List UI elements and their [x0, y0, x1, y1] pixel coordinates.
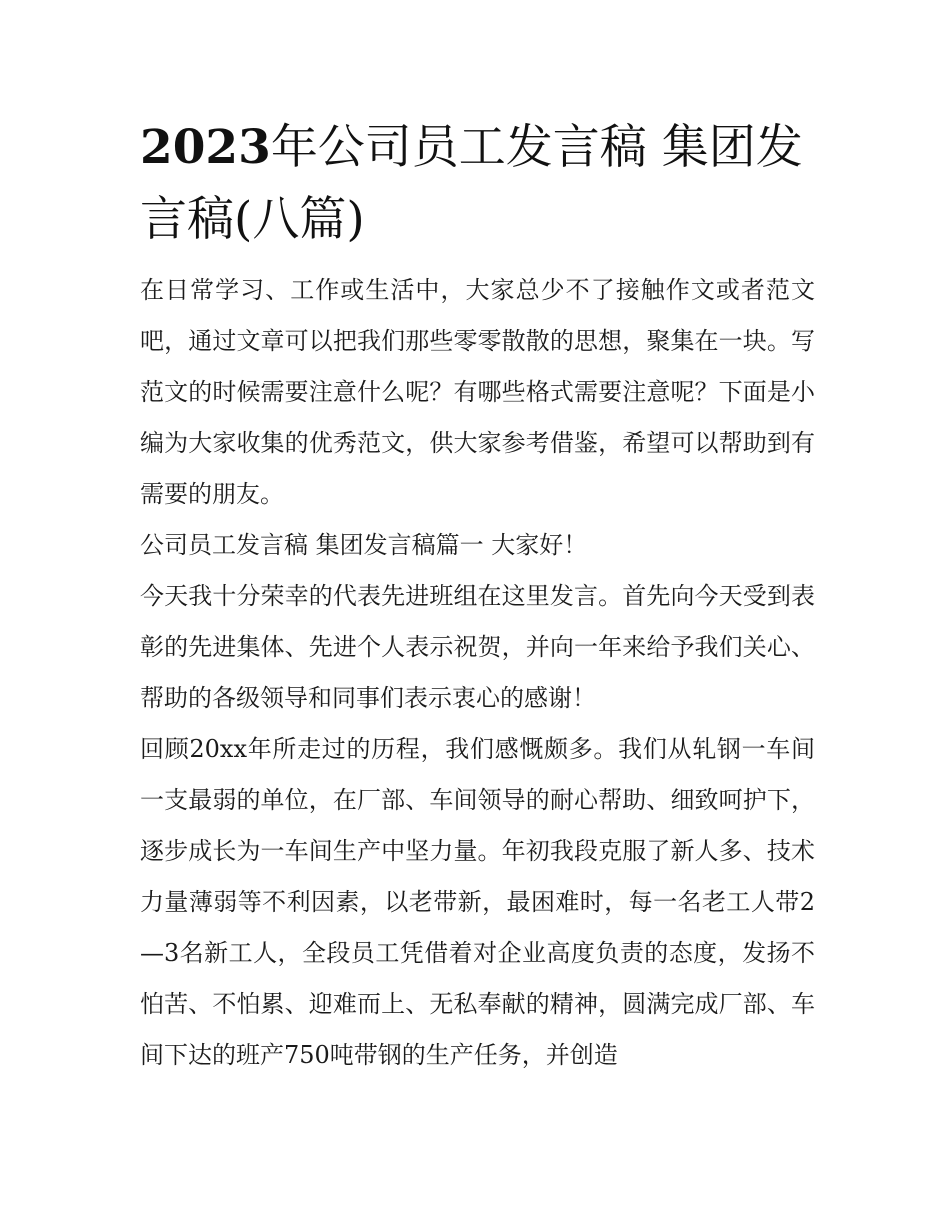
thanks-paragraph: 今天我十分荣幸的代表先进班组在这里发言。首先向今天受到表彰的先进集体、先进个人表示祝贺，并向一年来给予我们关心、帮助的各级领导和同事们表示衷心的感谢！: [140, 582, 815, 712]
document-title: [140, 112, 815, 256]
section-heading-paragraph: 公司员工发言稿 集团发言稿篇一 大家好！: [140, 531, 588, 559]
title-year: 2023: [140, 120, 271, 175]
title-text: 年公司员工发言稿 集团发言稿(八篇): [140, 120, 803, 247]
review-paragraph: 回顾20xx年所走过的历程，我们感慨颇多。我们从轧钢一车间一支最弱的单位，在厂部、车间领导的耐心帮助、细致呵护下，逐步成长为一车间生产中坚力量。年初我段克服了新人多、技术力量薄弱等不利因素，以老带新，最困难时，每一名老工人带2—3名新工人，全段员工凭借着对企业高度负责的态度，发扬不怕苦、不怕累、迎难而上、无私奉献的精神，圆满完成厂部、车间下达的班产750吨带钢的生产任务，并创造: [140, 735, 815, 1069]
intro-paragraph: 在日常学习、工作或生活中，大家总少不了接触作文或者范文吧，通过文章可以把我们那些零零散散的思想，聚集在一块。写范文的时候需要注意什么呢？有哪些格式需要注意呢？下面是小编为大家收集的优秀范文，供大家参考借鉴，希望可以帮助到有需要的朋友。: [140, 276, 815, 508]
document-body: [140, 112, 815, 1081]
